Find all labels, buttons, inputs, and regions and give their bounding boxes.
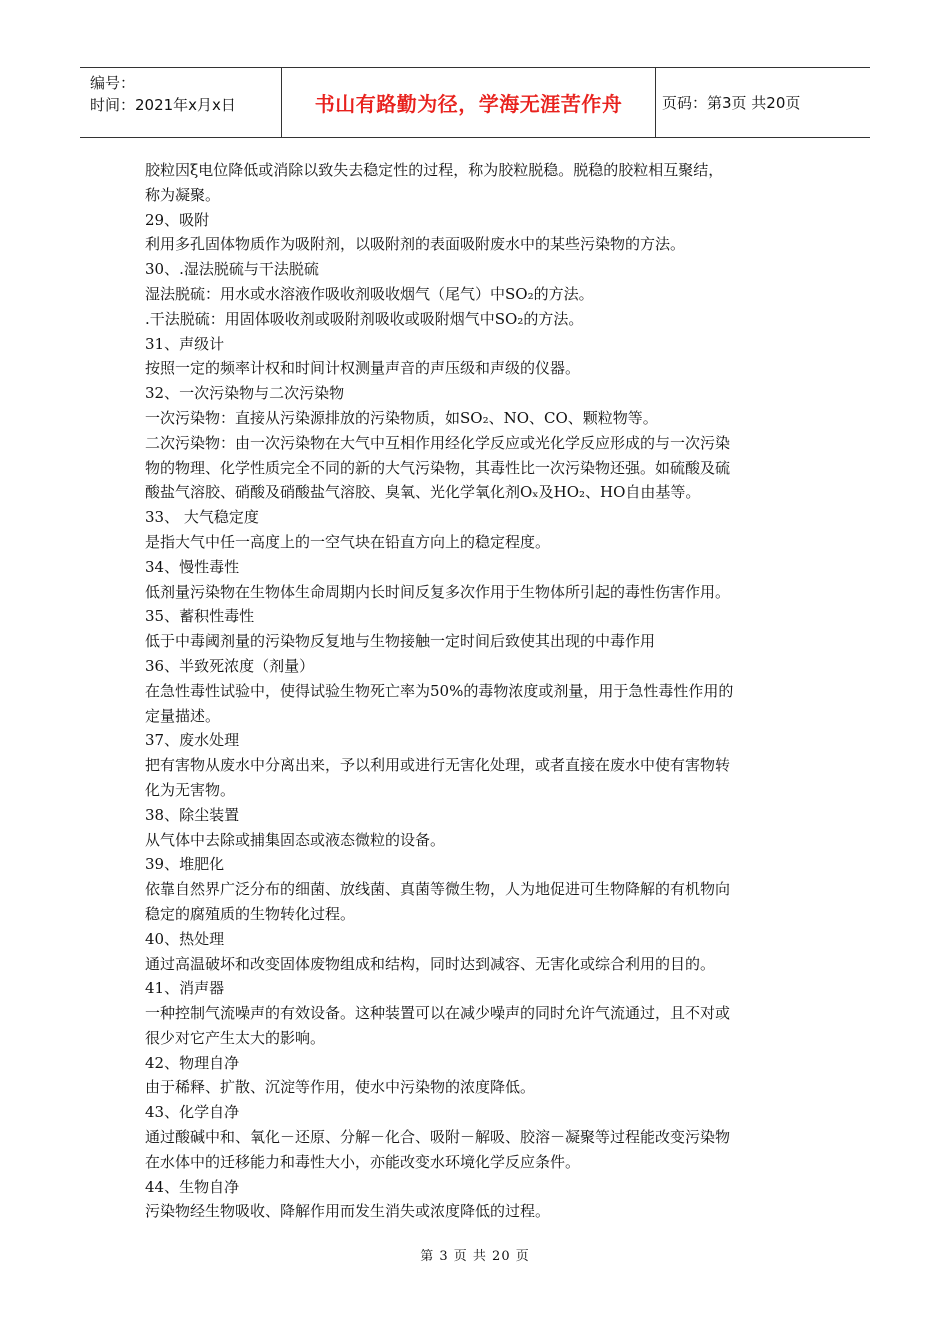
text-line: 化为无害物。: [145, 780, 236, 799]
text-line: 依靠自然界广泛分布的细菌、放线菌、真菌等微生物，人为地促进可生物降解的有机物向: [145, 880, 731, 899]
header-page-label: 页码：第3页 共20页: [662, 94, 801, 112]
text-line: 污染物经生物吸收、降解作用而发生消失或浓度降低的过程。: [145, 1202, 551, 1221]
document-body: [145, 158, 811, 1224]
text-line: 一种控制气流噪声的有效设备。这种装置可以在减少噪声的同时允许气流通过，且不对或: [145, 1004, 731, 1023]
text-line: 通过酸碱中和、氧化－还原、分解－化合、吸附－解吸、胶溶－凝聚等过程能改变污染物: [145, 1128, 731, 1147]
text-line: 很少对它产生太大的影响。: [145, 1028, 326, 1047]
text-line: 34、慢性毒性: [145, 557, 240, 576]
text-line: 通过高温破坏和改变固体废物组成和结构，同时达到减容、无害化或综合利用的目的。: [145, 954, 716, 973]
text-line: 37、废水处理: [145, 731, 240, 750]
text-line: 一次污染物：直接从污染源排放的污染物质，如SO₂、NO、CO、颗粒物等。: [145, 408, 658, 427]
text-line: 是指大气中任一高度上的一空气块在铅直方向上的稳定程度。: [145, 532, 551, 551]
text-line: 稳定的腐殖质的生物转化过程。: [145, 904, 356, 923]
text-line: 利用多孔固体物质作为吸附剂，以吸附剂的表面吸附废水中的某些污染物的方法。: [145, 235, 686, 254]
page-header: [80, 67, 870, 138]
text-line: .干法脱硫：用固体吸收剂或吸附剂吸收或吸附烟气中SO₂的方法。: [145, 309, 584, 328]
text-line: 41、消声器: [145, 979, 225, 998]
text-line: 40、热处理: [145, 929, 225, 948]
header-meta: [80, 68, 282, 137]
text-line: 定量描述。: [145, 706, 221, 725]
serial-label: 编号：: [90, 74, 136, 92]
text-line: 43、化学自净: [145, 1103, 240, 1122]
text-line: 湿法脱硫：用水或水溶液作吸收剂吸收烟气（尾气）中SO₂的方法。: [145, 284, 594, 303]
text-line: 物的物理、化学性质完全不同的新的大气污染物，其毒性比一次污染物还强。如硫酸及硫: [145, 458, 731, 477]
text-line: 按照一定的频率计权和时间计权测量声音的声压级和声级的仪器。: [145, 359, 581, 378]
text-line: 胶粒因ξ电位降低或消除以致失去稳定性的过程，称为胶粒脱稳。脱稳的胶粒相互聚结，: [145, 161, 724, 179]
text-line: 低于中毒阈剂量的污染物反复地与生物接触一定时间后致使其出现的中毒作用: [145, 632, 656, 651]
text-line: 在急性毒性试验中，使得试验生物死亡率为50%的毒物浓度或剂量，用于急性毒性作用的: [145, 681, 734, 700]
time-label: 时间：2021年x月x日: [90, 96, 236, 114]
text-line: 39、堆肥化: [145, 855, 225, 874]
text-line: 31、声级计: [145, 334, 225, 353]
text-line: 在水体中的迁移能力和毒性大小，亦能改变水环境化学反应条件。: [145, 1152, 581, 1171]
text-line: 低剂量污染物在生物体生命周期内长时间反复多次作用于生物体所引起的毒性伤害作用。: [145, 582, 731, 601]
text-line: 从气体中去除或捕集固态或液态微粒的设备。: [145, 830, 446, 849]
page-footer: 第 3 页 共 20 页: [420, 1249, 530, 1264]
text-line: 42、物理自净: [145, 1053, 240, 1072]
text-line: 酸盐气溶胶、硝酸及硝酸盐气溶胶、臭氧、光化学氧化剂Oₓ及HO₂、HO自由基等。: [145, 483, 701, 502]
text-line: 30、.湿法脱硫与干法脱硫: [145, 260, 319, 279]
text-line: 35、蓄积性毒性: [145, 607, 255, 626]
text-line: 36、半致死浓度（剂量）: [145, 656, 315, 675]
text-line: 38、除尘装置: [145, 805, 240, 824]
text-line: 称为凝聚。: [145, 185, 221, 204]
text-line: 44、生物自净: [145, 1177, 240, 1196]
text-line: 把有害物从废水中分离出来，予以利用或进行无害化处理，或者直接在废水中使有害物转: [145, 756, 731, 775]
text-line: 29、吸附: [145, 210, 210, 229]
text-line: 由于稀释、扩散、沉淀等作用，使水中污染物的浓度降低。: [145, 1078, 536, 1097]
text-line: 32、一次污染物与二次污染物: [145, 384, 345, 403]
text-line: 33、 大气稳定度: [145, 508, 259, 527]
text-line: 二次污染物：由一次污染物在大气中互相作用经化学反应或光化学反应形成的与一次污染: [145, 433, 731, 452]
header-motto: 书山有路勤为径，学海无涯苦作舟: [282, 68, 656, 137]
